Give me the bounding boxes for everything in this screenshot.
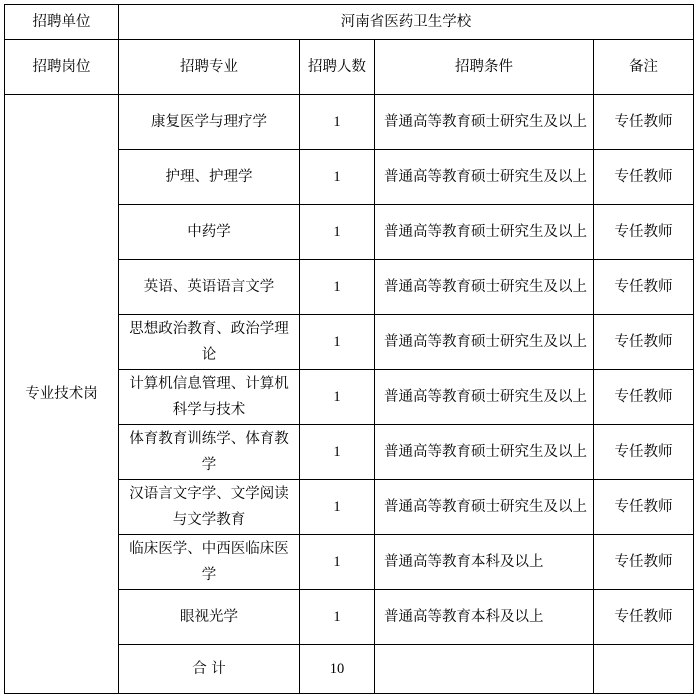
count-cell: 1 [300,480,375,535]
header-row [5,40,694,95]
remark-cell: 专任教师 [594,590,694,645]
remark-cell: 专任教师 [594,535,694,590]
major-cell: 汉语言文字学、文学阅读与文学教育 [119,480,300,535]
total-count: 10 [300,645,375,694]
major-cell: 体育教育训练学、体育教学 [119,425,300,480]
major-cell: 英语、英语语言文学 [119,260,300,315]
table-row [5,95,694,150]
remark-cell: 专任教师 [594,205,694,260]
count-cell: 1 [300,260,375,315]
position-cell: 专业技术岗 [5,95,119,694]
remark-cell: 专任教师 [594,370,694,425]
major-cell: 康复医学与理疗学 [119,95,300,150]
unit-row [5,5,694,40]
total-label: 合 计 [119,645,300,694]
major-cell: 护理、护理学 [119,150,300,205]
major-cell: 眼视光学 [119,590,300,645]
recruitment-table [4,4,694,694]
condition-cell: 普通高等教育硕士研究生及以上 [375,260,594,315]
count-cell: 1 [300,370,375,425]
remark-cell: 专任教师 [594,95,694,150]
major-cell: 思想政治教育、政治学理论 [119,315,300,370]
condition-cell: 普通高等教育硕士研究生及以上 [375,150,594,205]
condition-cell: 普通高等教育本科及以上 [375,590,594,645]
count-cell: 1 [300,590,375,645]
condition-cell: 普通高等教育硕士研究生及以上 [375,480,594,535]
condition-header: 招聘条件 [375,40,594,95]
unit-value: 河南省医药卫生学校 [119,5,694,40]
count-cell: 1 [300,315,375,370]
total-remark-empty [594,645,694,694]
major-cell: 中药学 [119,205,300,260]
unit-label: 招聘单位 [5,5,119,40]
count-cell: 1 [300,150,375,205]
remark-header: 备注 [594,40,694,95]
condition-cell: 普通高等教育硕士研究生及以上 [375,370,594,425]
count-header: 招聘人数 [300,40,375,95]
major-cell: 临床医学、中西医临床医学 [119,535,300,590]
remark-cell: 专任教师 [594,260,694,315]
major-header: 招聘专业 [119,40,300,95]
major-cell: 计算机信息管理、计算机科学与技术 [119,370,300,425]
total-condition-empty [375,645,594,694]
condition-cell: 普通高等教育硕士研究生及以上 [375,95,594,150]
count-cell: 1 [300,425,375,480]
remark-cell: 专任教师 [594,425,694,480]
remark-cell: 专任教师 [594,315,694,370]
remark-cell: 专任教师 [594,480,694,535]
count-cell: 1 [300,535,375,590]
count-cell: 1 [300,205,375,260]
condition-cell: 普通高等教育本科及以上 [375,535,594,590]
count-cell: 1 [300,95,375,150]
condition-cell: 普通高等教育硕士研究生及以上 [375,315,594,370]
condition-cell: 普通高等教育硕士研究生及以上 [375,205,594,260]
condition-cell: 普通高等教育硕士研究生及以上 [375,425,594,480]
position-header: 招聘岗位 [5,40,119,95]
remark-cell: 专任教师 [594,150,694,205]
